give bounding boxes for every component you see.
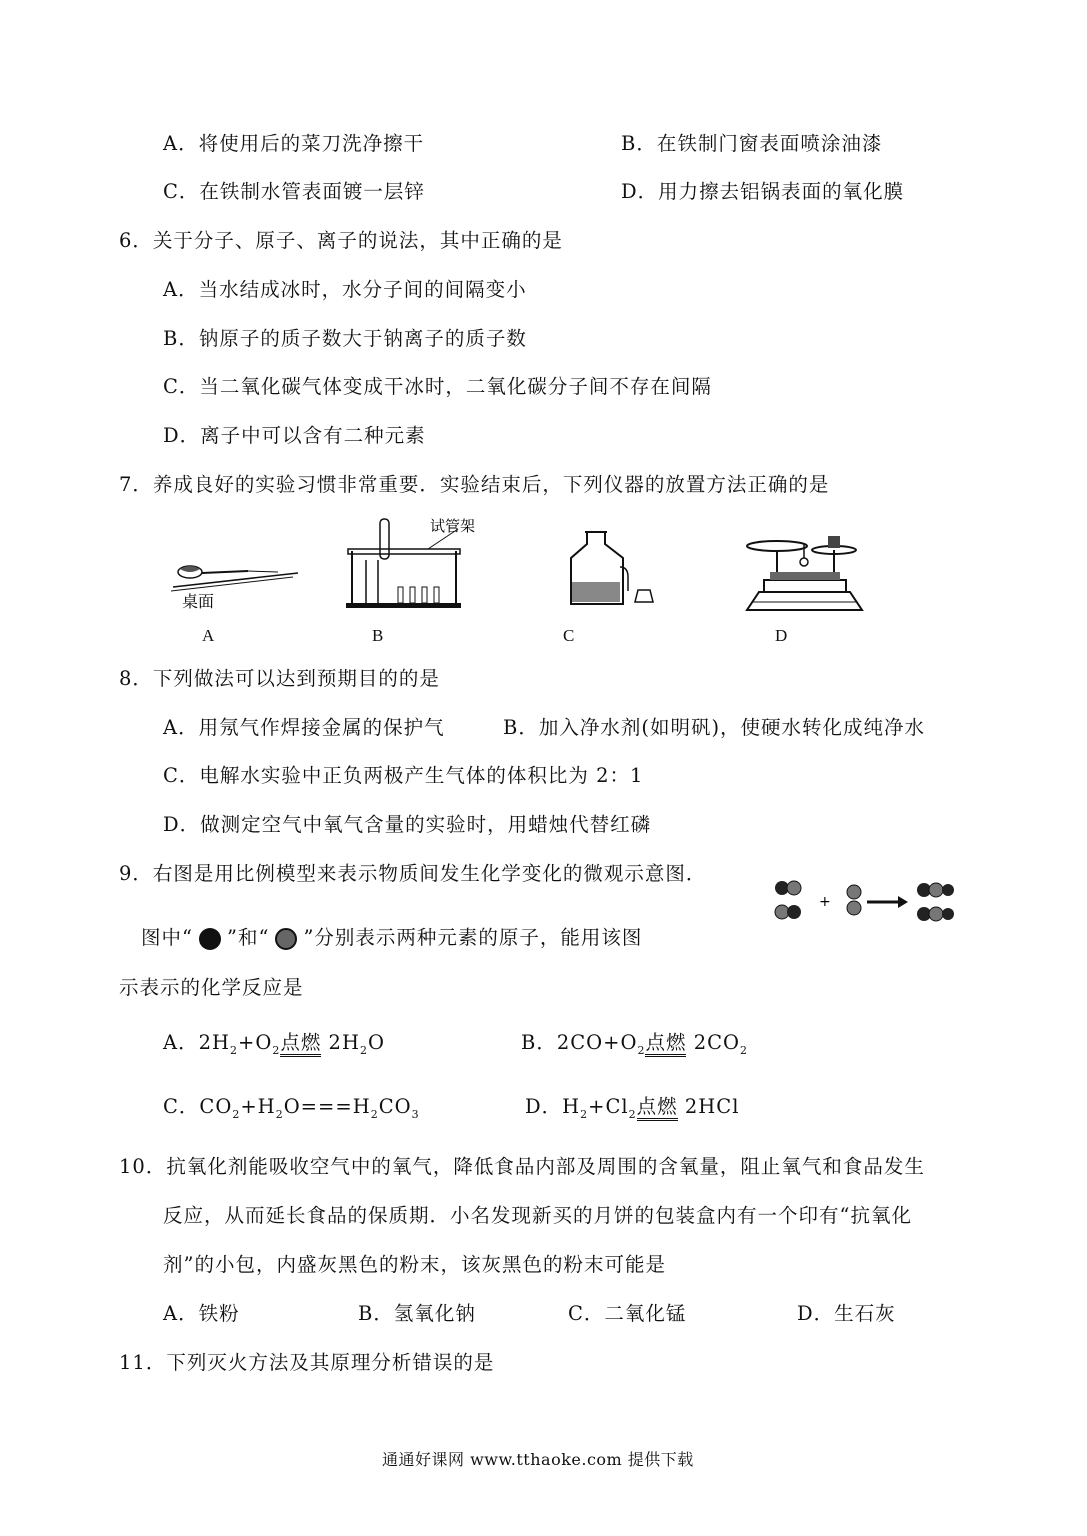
q6-stem: 6．关于分子、原子、离子的说法，其中正确的是 — [119, 229, 563, 252]
q11-stem: 11．下列灭火方法及其原理分析错误的是 — [119, 1351, 495, 1374]
q9-b-pre: B．2CO+O — [521, 1031, 638, 1054]
q8-option-c: C．电解水实验中正负两极产生气体的体积比为 2：1 — [163, 764, 644, 787]
q5-option-d: D．用力擦去铝锅表面的氧化膜 — [621, 180, 905, 203]
figure-balance — [742, 522, 867, 614]
q9-stem-line3: 示表示的化学反应是 — [119, 976, 304, 999]
page-footer: 通通好课网 www.tthaoke.com 提供下载 — [382, 1450, 694, 1469]
q9-option-c: C．$CO_2+H_2O===H_2CO_3$ — [163, 1095, 420, 1121]
q9-option-b: B．$2CO+O_2$点燃 $2CO_2$ — [521, 1031, 749, 1057]
figure-b-label: 试管架 — [430, 517, 476, 535]
figure-reaction-model — [770, 878, 960, 928]
q9-option-a: A．$2H_2+O_2$点燃 $2H_2O$ — [163, 1031, 385, 1057]
q10-option-d: D．生石灰 — [797, 1302, 896, 1325]
figure-reagent-bottle — [565, 522, 660, 612]
q9-stem2-mid: ”和“ — [226, 926, 270, 949]
reaction-plus: + — [819, 894, 831, 910]
q9-stem-line1: 9．右图是用比例模型来表示物质间发生化学变化的微观示意图． — [119, 862, 707, 885]
q9-b-condition: 点燃 — [645, 1031, 686, 1057]
q10-option-c: C．二氧化锰 — [568, 1302, 687, 1325]
q9-stem2-post: ”分别表示两种元素的原子，能用该图 — [303, 926, 643, 949]
q9-stem-line2 — [141, 926, 642, 950]
q10-option-b: B．氢氧化钠 — [358, 1302, 476, 1325]
q8-option-a: A．用氖气作焊接金属的保护气 — [163, 716, 445, 739]
figure-caption-c: C — [563, 626, 575, 645]
q9-d-condition: 点燃 — [637, 1095, 678, 1121]
figure-caption-d: D — [775, 626, 788, 645]
q9-d-pre: D．H — [525, 1095, 581, 1118]
q9-a-condition: 点燃 — [280, 1031, 321, 1057]
figure-caption-a: A — [202, 626, 215, 645]
q9-stem2-pre: 图中“ — [141, 926, 193, 949]
light-atom-icon — [275, 928, 297, 950]
dark-atom-icon — [199, 928, 221, 950]
figure-test-tube-rack — [338, 515, 498, 615]
q10-stem-line1: 10．抗氧化剂能吸收空气中的氧气，降低食品内部及周围的含氧量，阻止氧气和食品发生 — [119, 1155, 925, 1178]
q9-option-d: D．$H_2+Cl_2$点燃 2HCl — [525, 1095, 740, 1121]
q8-option-d: D．做测定空气中氧气含量的实验时，用蜡烛代替红磷 — [163, 813, 652, 836]
figure-a-label: 桌面 — [182, 592, 215, 611]
q9-c-text: C．CO — [163, 1095, 233, 1118]
figure-dropper-on-table — [168, 555, 303, 615]
q8-option-b: B．加入净水剂(如明矾)，使硬水转化成纯净水 — [503, 716, 926, 739]
q7-stem: 7．养成良好的实验习惯非常重要．实验结束后，下列仪器的放置方法正确的是 — [119, 473, 830, 496]
figure-caption-b: B — [372, 626, 384, 645]
q9-a-pre: A．2H — [163, 1031, 230, 1054]
q8-stem: 8．下列做法可以达到预期目的的是 — [119, 667, 440, 690]
q10-stem-line2: 反应，从而延长食品的保质期．小名发现新买的月饼的包装盒内有一个印有“抗氧化 — [163, 1204, 912, 1227]
q9-a-post: 2H — [328, 1031, 360, 1054]
q6-option-d: D．离子中可以含有二种元素 — [163, 424, 426, 447]
q10-stem-line3: 剂”的小包，内盛灰黑色的粉末，该灰黑色的粉末可能是 — [163, 1253, 666, 1276]
q9-d-post: 2HCl — [684, 1095, 740, 1118]
q5-option-c: C．在铁制水管表面镀一层锌 — [163, 180, 425, 203]
q6-option-b: B．钠原子的质子数大于钠离子的质子数 — [163, 327, 527, 350]
q9-b-post: 2CO — [693, 1031, 741, 1054]
q5-option-b: B．在铁制门窗表面喷涂油漆 — [621, 132, 883, 155]
q10-option-a: A．铁粉 — [163, 1302, 240, 1325]
q6-option-c: C．当二氧化碳气体变成干冰时，二氧化碳分子间不存在间隔 — [163, 375, 712, 398]
q6-option-a: A．当水结成冰时，水分子间的间隔变小 — [163, 278, 527, 301]
q5-option-a: A．将使用后的菜刀洗净擦干 — [163, 132, 425, 155]
